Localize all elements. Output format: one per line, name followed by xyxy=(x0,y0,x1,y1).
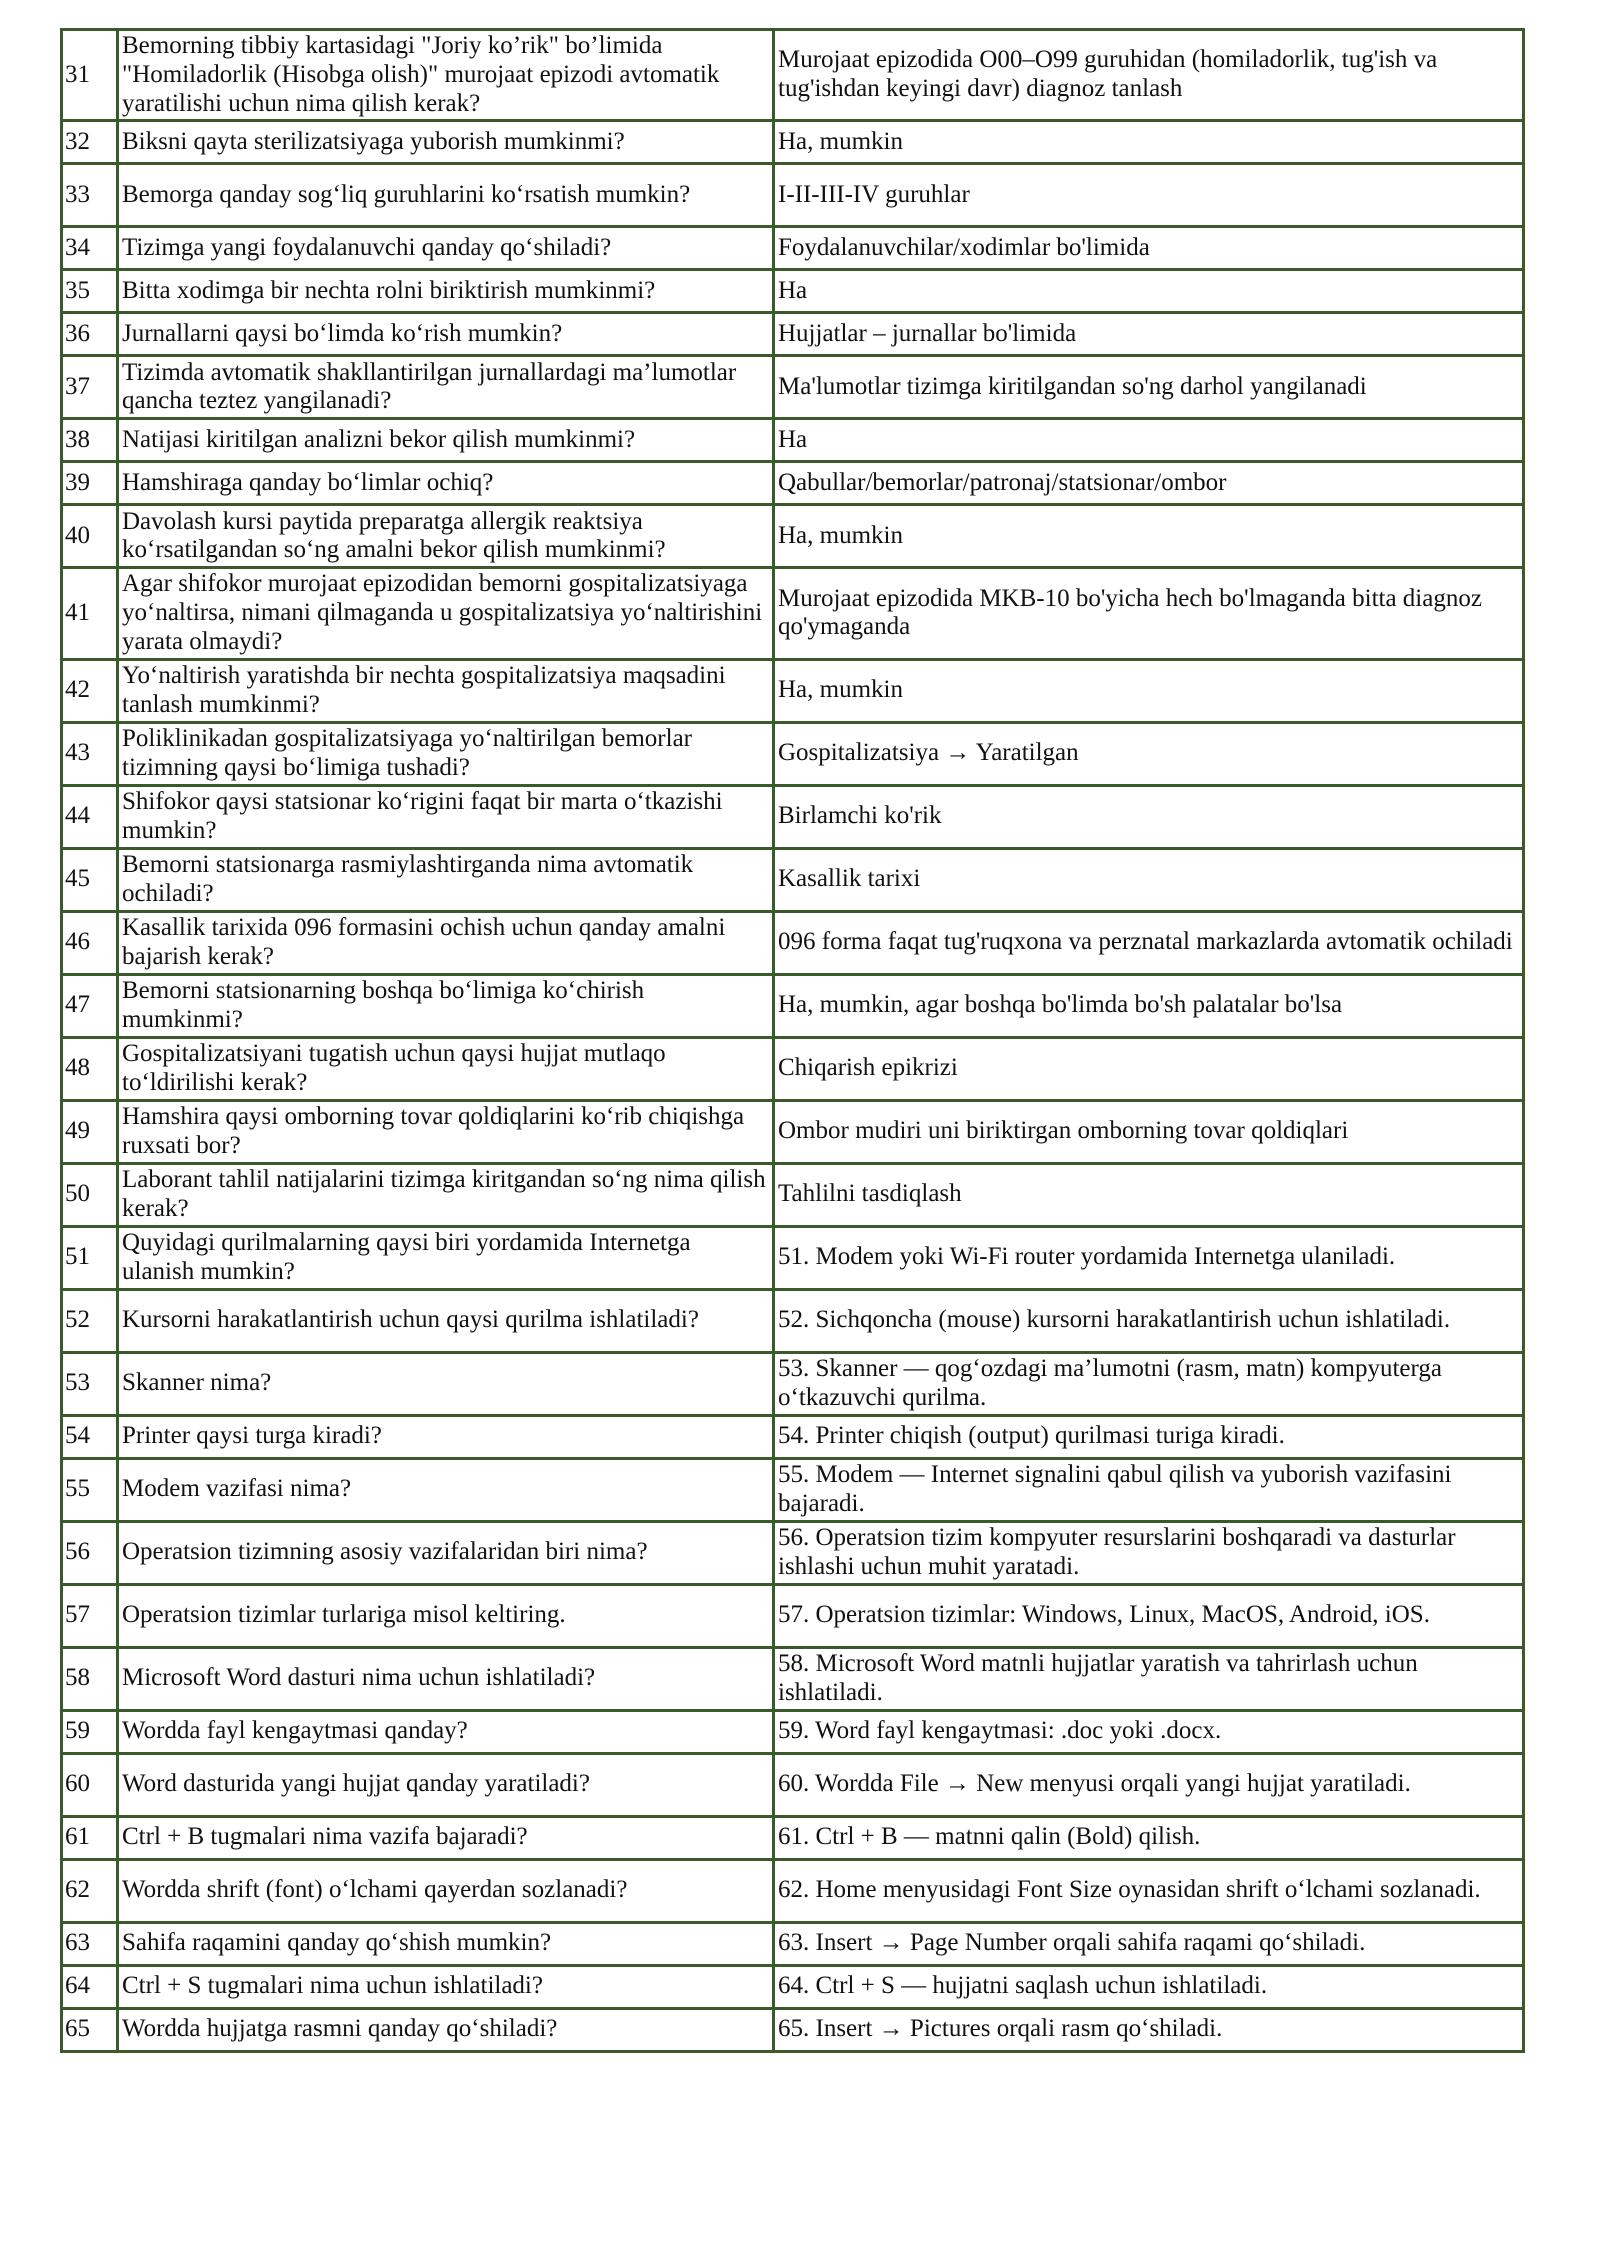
table-row xyxy=(62,164,1524,227)
answer-cell: 55. Modem — Internet signalini qabul qilish va yuborish vazifasini bajaradi. xyxy=(774,1458,1524,1521)
answer-cell: Ha xyxy=(774,419,1524,462)
question-cell: Poliklinikadan gospitalizatsiyaga yo‘naltirilgan bemorlar tizimning qaysi bo‘limiga tushadi? xyxy=(118,722,774,785)
table-row xyxy=(62,1647,1524,1710)
question-cell: Biksni qayta sterilizatsiyaga yuborish mumkinmi? xyxy=(118,121,774,164)
row-number: 37 xyxy=(62,356,118,419)
answer-cell: 53. Skanner — qog‘ozdagi ma’lumotni (rasm, matn) kompyuterga o‘tkazuvchi qurilma. xyxy=(774,1352,1524,1415)
question-cell: Laborant tahlil natijalarini tizimga kiritgandan so‘ng nima qilish kerak? xyxy=(118,1163,774,1226)
answer-cell: Murojaat epizodida MKB-10 bo'yicha hech bo'lmaganda bitta diagnoz qo'ymaganda xyxy=(774,568,1524,659)
question-cell: Quyidagi qurilmalarning qaysi biri yordamida Internetga ulanish mumkin? xyxy=(118,1226,774,1289)
table-row xyxy=(62,505,1524,568)
question-cell: Modem vazifasi nima? xyxy=(118,1458,774,1521)
answer-cell: Qabullar/bemorlar/patronaj/statsionar/ombor xyxy=(774,462,1524,505)
answer-cell: Ha, mumkin xyxy=(774,659,1524,722)
row-number: 41 xyxy=(62,568,118,659)
row-number: 44 xyxy=(62,785,118,848)
table-row xyxy=(62,227,1524,270)
row-number: 62 xyxy=(62,1859,118,1922)
table-row xyxy=(62,1965,1524,2008)
question-cell: Kursorni harakatlantirish uchun qaysi qurilma ishlatiladi? xyxy=(118,1289,774,1352)
question-cell: Sahifa raqamini qanday qo‘shish mumkin? xyxy=(118,1922,774,1965)
answer-cell: 63. Insert → Page Number orqali sahifa raqami qo‘shiladi. xyxy=(774,1922,1524,1965)
question-cell: Wordda shrift (font) o‘lchami qayerdan sozlanadi? xyxy=(118,1859,774,1922)
table-row xyxy=(62,462,1524,505)
table-row xyxy=(62,356,1524,419)
table-row xyxy=(62,419,1524,462)
table-row xyxy=(62,1415,1524,1458)
row-number: 33 xyxy=(62,164,118,227)
table-row xyxy=(62,1100,1524,1163)
row-number: 48 xyxy=(62,1037,118,1100)
question-cell: Skanner nima? xyxy=(118,1352,774,1415)
table-row xyxy=(62,1922,1524,1965)
table-row xyxy=(62,1289,1524,1352)
row-number: 63 xyxy=(62,1922,118,1965)
answer-cell: Ha xyxy=(774,270,1524,313)
table-row xyxy=(62,1584,1524,1647)
row-number: 35 xyxy=(62,270,118,313)
row-number: 50 xyxy=(62,1163,118,1226)
answer-cell: Tahlilni tasdiqlash xyxy=(774,1163,1524,1226)
answer-cell: Kasallik tarixi xyxy=(774,848,1524,911)
question-cell: Gospitalizatsiyani tugatish uchun qaysi hujjat mutlaqo to‘ldirilishi kerak? xyxy=(118,1037,774,1100)
row-number: 42 xyxy=(62,659,118,722)
row-number: 61 xyxy=(62,1816,118,1859)
row-number: 51 xyxy=(62,1226,118,1289)
table-row xyxy=(62,1521,1524,1584)
table-row xyxy=(62,974,1524,1037)
row-number: 39 xyxy=(62,462,118,505)
row-number: 58 xyxy=(62,1647,118,1710)
answer-cell: 51. Modem yoki Wi-Fi router yordamida Internetga ulaniladi. xyxy=(774,1226,1524,1289)
question-cell: Hamshira qaysi omborning tovar qoldiqlarini ko‘rib chiqishga ruxsati bor? xyxy=(118,1100,774,1163)
question-cell: Yo‘naltirish yaratishda bir nechta gospitalizatsiya maqsadini tanlash mumkinmi? xyxy=(118,659,774,722)
answer-cell: Chiqarish epikrizi xyxy=(774,1037,1524,1100)
row-number: 54 xyxy=(62,1415,118,1458)
row-number: 38 xyxy=(62,419,118,462)
row-number: 57 xyxy=(62,1584,118,1647)
row-number: 46 xyxy=(62,911,118,974)
row-number: 43 xyxy=(62,722,118,785)
row-number: 56 xyxy=(62,1521,118,1584)
question-cell: Ctrl + S tugmalari nima uchun ishlatiladi? xyxy=(118,1965,774,2008)
answer-cell: Ha, mumkin xyxy=(774,121,1524,164)
question-cell: Operatsion tizimlar turlariga misol keltiring. xyxy=(118,1584,774,1647)
question-cell: Bemorga qanday sog‘liq guruhlarini ko‘rsatish mumkin? xyxy=(118,164,774,227)
table-row xyxy=(62,1753,1524,1816)
qa-table xyxy=(60,28,1525,2053)
table-row xyxy=(62,2008,1524,2051)
row-number: 59 xyxy=(62,1710,118,1753)
answer-cell: Hujjatlar – jurnallar bo'limida xyxy=(774,313,1524,356)
table-row xyxy=(62,1163,1524,1226)
question-cell: Shifokor qaysi statsionar ko‘rigini faqat bir marta o‘tkazishi mumkin? xyxy=(118,785,774,848)
qa-table-body xyxy=(62,30,1524,2052)
question-cell: Kasallik tarixida 096 formasini ochish uchun qanday amalni bajarish kerak? xyxy=(118,911,774,974)
table-row xyxy=(62,1816,1524,1859)
answer-cell: 59. Word fayl kengaytmasi: .doc yoki .docx. xyxy=(774,1710,1524,1753)
row-number: 32 xyxy=(62,121,118,164)
table-row xyxy=(62,30,1524,121)
table-row xyxy=(62,1352,1524,1415)
table-row xyxy=(62,722,1524,785)
row-number: 45 xyxy=(62,848,118,911)
table-row xyxy=(62,313,1524,356)
row-number: 60 xyxy=(62,1753,118,1816)
answer-cell: Gospitalizatsiya → Yaratilgan xyxy=(774,722,1524,785)
question-cell: Word dasturida yangi hujjat qanday yaratiladi? xyxy=(118,1753,774,1816)
row-number: 55 xyxy=(62,1458,118,1521)
row-number: 40 xyxy=(62,505,118,568)
question-cell: Printer qaysi turga kiradi? xyxy=(118,1415,774,1458)
question-cell: Tizimda avtomatik shakllantirilgan jurnallardagi ma’lumotlar qancha teztez yangilanadi? xyxy=(118,356,774,419)
row-number: 65 xyxy=(62,2008,118,2051)
row-number: 31 xyxy=(62,30,118,121)
question-cell: Tizimga yangi foydalanuvchi qanday qo‘shiladi? xyxy=(118,227,774,270)
answer-cell: Ha, mumkin, agar boshqa bo'limda bo'sh palatalar bo'lsa xyxy=(774,974,1524,1037)
answer-cell: 58. Microsoft Word matnli hujjatlar yaratish va tahrirlash uchun ishlatiladi. xyxy=(774,1647,1524,1710)
answer-cell: 62. Home menyusidagi Font Size oynasidan shrift o‘lchami sozlanadi. xyxy=(774,1859,1524,1922)
answer-cell: 56. Operatsion tizim kompyuter resurslarini boshqaradi va dasturlar ishlashi uchun muhit yaratadi. xyxy=(774,1521,1524,1584)
answer-cell: 60. Wordda File → New menyusi orqali yangi hujjat yaratiladi. xyxy=(774,1753,1524,1816)
answer-cell: Ha, mumkin xyxy=(774,505,1524,568)
answer-cell: 57. Operatsion tizimlar: Windows, Linux, MacOS, Android, iOS. xyxy=(774,1584,1524,1647)
answer-cell: Ombor mudiri uni biriktirgan omborning tovar qoldiqlari xyxy=(774,1100,1524,1163)
table-row xyxy=(62,1226,1524,1289)
table-row xyxy=(62,848,1524,911)
row-number: 64 xyxy=(62,1965,118,2008)
table-row xyxy=(62,1859,1524,1922)
question-cell: Operatsion tizimning asosiy vazifalaridan biri nima? xyxy=(118,1521,774,1584)
answer-cell: 52. Sichqoncha (mouse) kursorni harakatlantirish uchun ishlatiladi. xyxy=(774,1289,1524,1352)
row-number: 49 xyxy=(62,1100,118,1163)
row-number: 36 xyxy=(62,313,118,356)
answer-cell: Ma'lumotlar tizimga kiritilgandan so'ng darhol yangilanadi xyxy=(774,356,1524,419)
question-cell: Bitta xodimga bir nechta rolni biriktirish mumkinmi? xyxy=(118,270,774,313)
answer-cell: Birlamchi ko'rik xyxy=(774,785,1524,848)
row-number: 52 xyxy=(62,1289,118,1352)
question-cell: Wordda fayl kengaytmasi qanday? xyxy=(118,1710,774,1753)
answer-cell: 54. Printer chiqish (output) qurilmasi turiga kiradi. xyxy=(774,1415,1524,1458)
table-row xyxy=(62,270,1524,313)
question-cell: Microsoft Word dasturi nima uchun ishlatiladi? xyxy=(118,1647,774,1710)
table-row xyxy=(62,911,1524,974)
table-row xyxy=(62,121,1524,164)
table-row xyxy=(62,785,1524,848)
question-cell: Wordda hujjatga rasmni qanday qo‘shiladi? xyxy=(118,2008,774,2051)
row-number: 34 xyxy=(62,227,118,270)
answer-cell: 61. Ctrl + B — matnni qalin (Bold) qilish. xyxy=(774,1816,1524,1859)
table-row xyxy=(62,1710,1524,1753)
question-cell: Bemorni statsionarga rasmiylashtirganda nima avtomatik ochiladi? xyxy=(118,848,774,911)
question-cell: Bemorning tibbiy kartasidagi "Joriy ko’rik" bo’limida "Homiladorlik (Hisobga olish)" murojaat epizodi avtomatik yaratilishi uchun nima qilish kerak? xyxy=(118,30,774,121)
question-cell: Ctrl + B tugmalari nima vazifa bajaradi? xyxy=(118,1816,774,1859)
question-cell: Jurnallarni qaysi bo‘limda ko‘rish mumkin? xyxy=(118,313,774,356)
table-row xyxy=(62,659,1524,722)
question-cell: Bemorni statsionarning boshqa bo‘limiga ko‘chirish mumkinmi? xyxy=(118,974,774,1037)
question-cell: Agar shifokor murojaat epizodidan bemorni gospitalizatsiyaga yo‘naltirsa, nimani qilmaganda u gospitalizatsiya yo‘naltirishini yarata olmaydi? xyxy=(118,568,774,659)
table-row xyxy=(62,1458,1524,1521)
table-row xyxy=(62,1037,1524,1100)
document-page xyxy=(60,28,1522,2053)
answer-cell: 65. Insert → Pictures orqali rasm qo‘shiladi. xyxy=(774,2008,1524,2051)
question-cell: Natijasi kiritilgan analizni bekor qilish mumkinmi? xyxy=(118,419,774,462)
row-number: 53 xyxy=(62,1352,118,1415)
table-row xyxy=(62,568,1524,659)
answer-cell: Murojaat epizodida O00–O99 guruhidan (homiladorlik, tug'ish va tug'ishdan keyingi davr) diagnoz tanlash xyxy=(774,30,1524,121)
question-cell: Davolash kursi paytida preparatga allergik reaktsiya ko‘rsatilgandan so‘ng amalni bekor qilish mumkinmi? xyxy=(118,505,774,568)
answer-cell: 64. Ctrl + S — hujjatni saqlash uchun ishlatiladi. xyxy=(774,1965,1524,2008)
answer-cell: Foydalanuvchilar/xodimlar bo'limida xyxy=(774,227,1524,270)
row-number: 47 xyxy=(62,974,118,1037)
answer-cell: I-II-III-IV guruhlar xyxy=(774,164,1524,227)
question-cell: Hamshiraga qanday bo‘limlar ochiq? xyxy=(118,462,774,505)
answer-cell: 096 forma faqat tug'ruqxona va perznatal markazlarda avtomatik ochiladi xyxy=(774,911,1524,974)
